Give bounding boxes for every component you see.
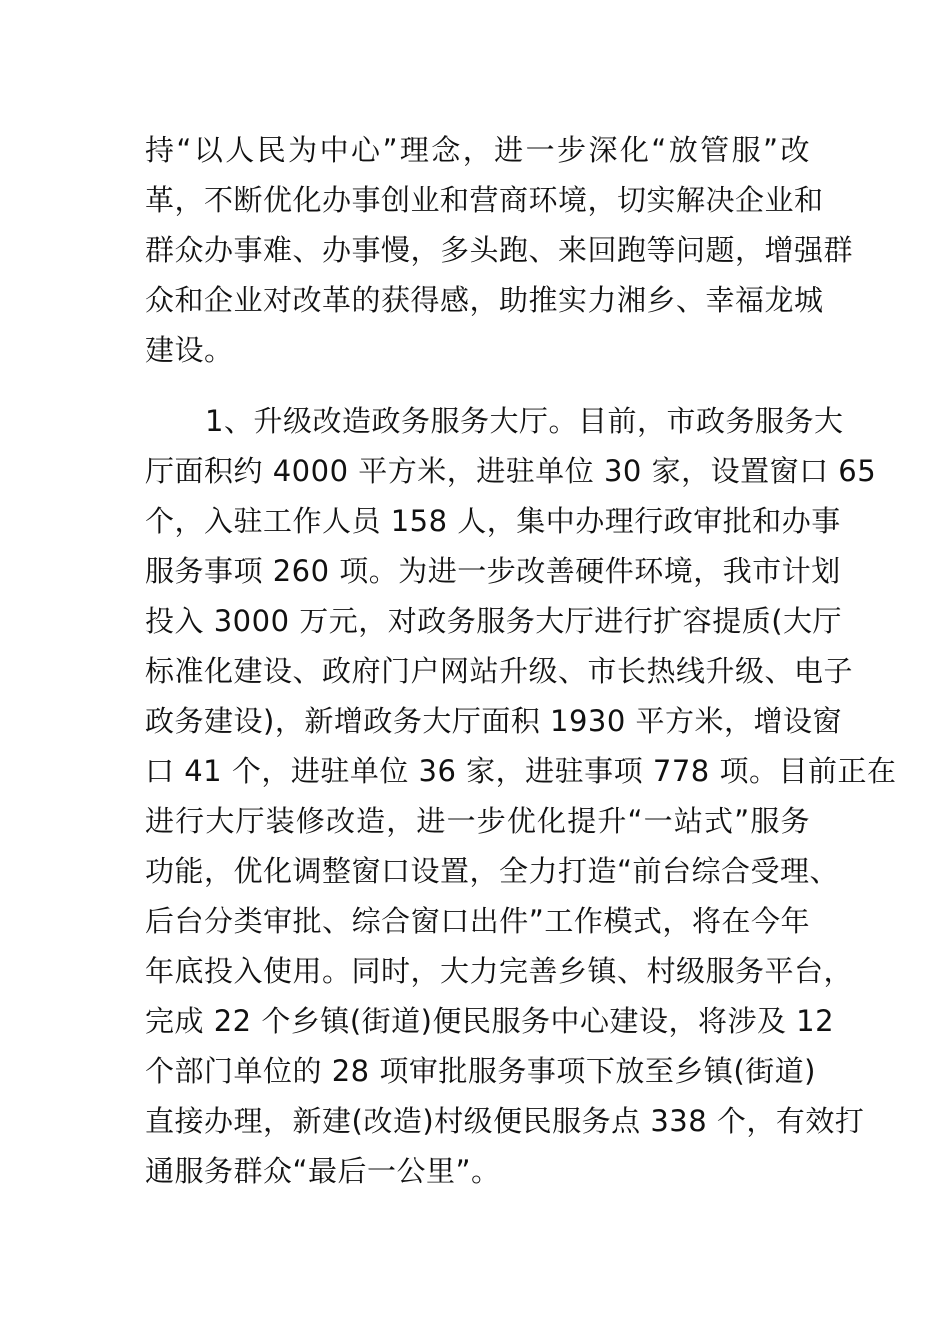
text-line: 个，入驻工作人员 158 人，集中办理行政审批和办事 xyxy=(145,504,841,538)
text-line: 通服务群众“最后一公里”。 xyxy=(145,1154,501,1188)
text-line: 完成 22 个乡镇(街道)便民服务中心建设，将涉及 12 xyxy=(145,1004,835,1038)
text-line: 后台分类审批、综合窗口出件”工作模式，将在今年 xyxy=(145,904,810,938)
text-line: 群众办事难、办事慢，多头跑、来回跑等问题，增强群 xyxy=(145,233,854,267)
text-line: 众和企业对改革的获得感，助推实力湘乡、幸福龙城 xyxy=(145,283,824,317)
text-line: 革，不断优化办事创业和营商环境，切实解决企业和 xyxy=(145,183,824,217)
text-line-indented: 1、升级改造政务服务大厅。目前，市政务服务大 xyxy=(205,404,844,438)
text-line: 厅面积约 4000 平方米，进驻单位 30 家，设置窗口 65 xyxy=(145,454,877,488)
text-line: 政务建设)，新增政务大厅面积 1930 平方米，增设窗 xyxy=(145,704,843,738)
text-line: 直接办理，新建(改造)村级便民服务点 338 个，有效打 xyxy=(145,1104,865,1138)
text-line: 服务事项 260 项。为进一步改善硬件环境，我市计划 xyxy=(145,554,841,588)
text-line: 持“以人民为中心”理念，进一步深化“放管服”改 xyxy=(145,133,810,167)
text-line: 功能，优化调整窗口设置，全力打造“前台综合受理、 xyxy=(145,854,840,888)
text-line: 建设。 xyxy=(145,333,234,367)
text-line: 年底投入使用。同时，大力完善乡镇、村级服务平台， xyxy=(145,954,854,988)
text-line: 进行大厅装修改造，进一步优化提升“一站式”服务 xyxy=(145,804,810,838)
text-line: 个部门单位的 28 项审批服务事项下放至乡镇(街道) xyxy=(145,1054,816,1088)
text-line: 标准化建设、政府门户网站升级、市长热线升级、电子 xyxy=(145,654,854,688)
text-line: 口 41 个，进驻单位 36 家，进驻事项 778 项。目前正在 xyxy=(145,754,897,788)
text-line: 投入 3000 万元，对政务服务大厅进行扩容提质(大厅 xyxy=(145,604,843,638)
